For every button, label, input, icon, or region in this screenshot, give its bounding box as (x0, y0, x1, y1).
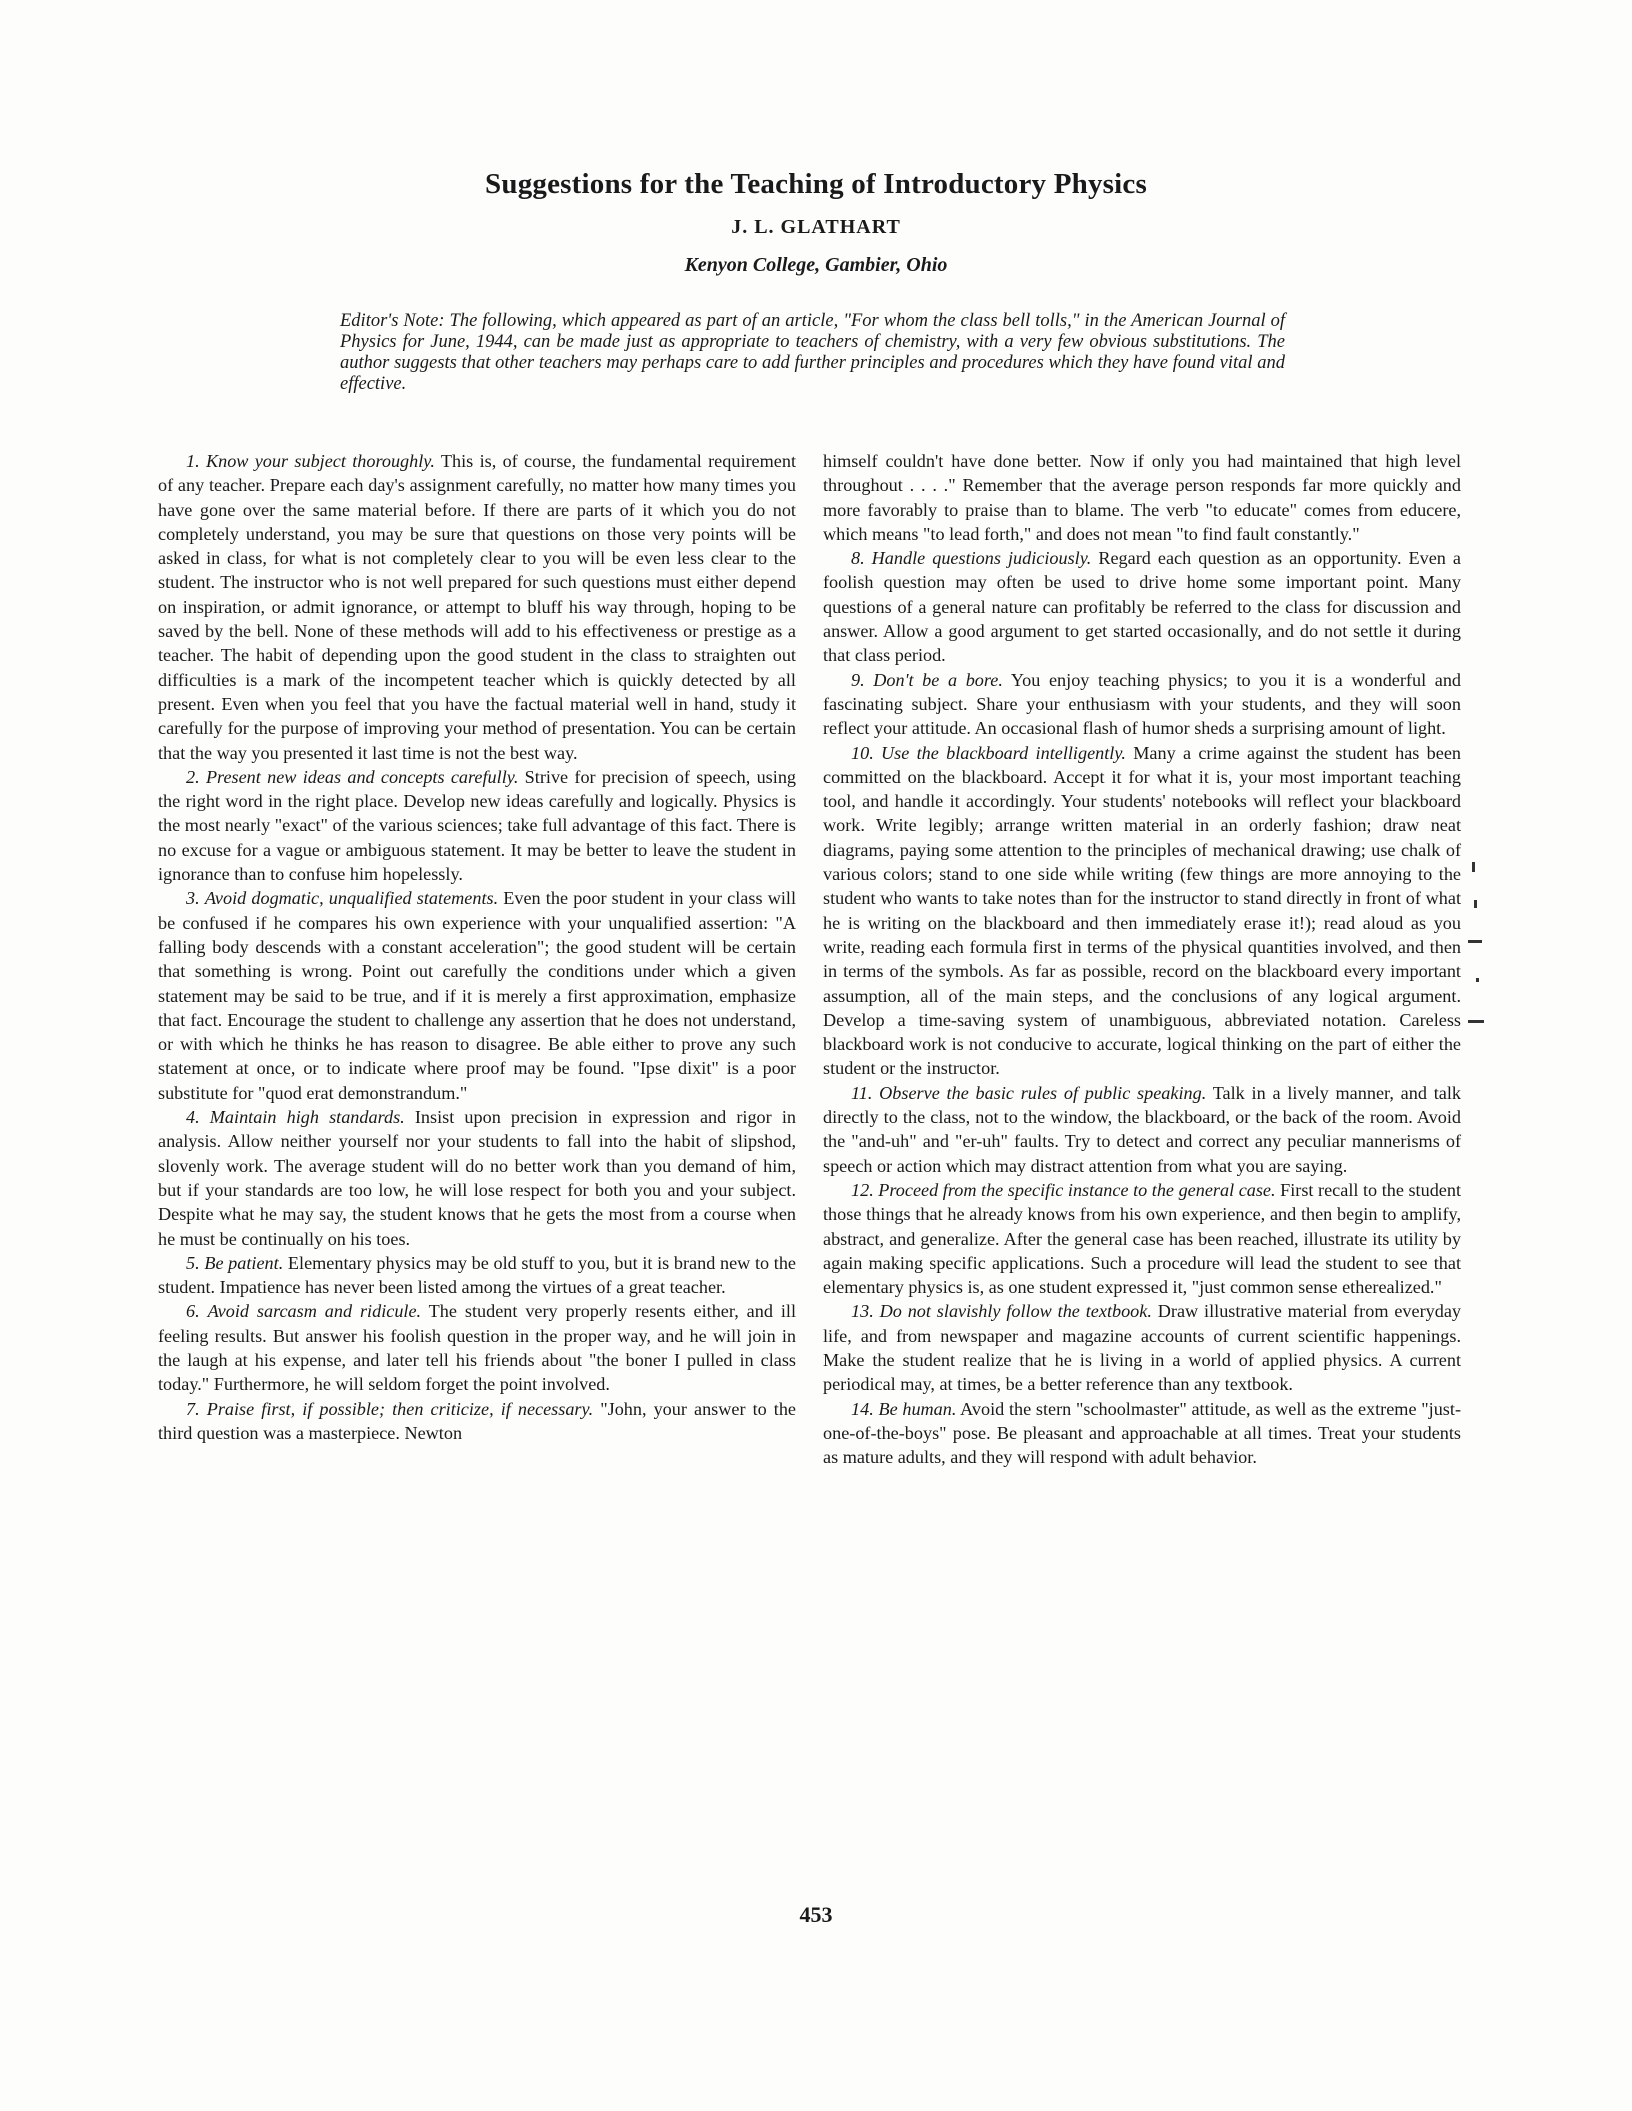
paragraph (158, 1105, 796, 1251)
author-affiliation: Kenyon College, Gambier, Ohio (684, 254, 948, 276)
item-heading: Be patient. (204, 1252, 284, 1273)
item-text: Avoid the stern "schoolmaster" attitude, as well as the extreme "just-one-of-the-boys" pose. Be pleasant and approachable at all times. Treat your students as mature adults, and they will respond with adult behavior. (823, 1398, 1461, 1468)
item-heading: Present new ideas and concepts carefully. (205, 766, 519, 787)
item-heading: Observe the basic rules of public speaking. (879, 1082, 1207, 1103)
paragraph (823, 741, 1461, 1081)
paragraph (158, 1299, 796, 1396)
item-number: 3. (186, 888, 200, 909)
item-text: Insist upon precision in expression and rigor in analysis. Allow neither yourself nor your students to fall into the habit of slipshod, slovenly work. The average student will do no better work than you demand of him, but if your standards are too low, he will lose respect for both you and your subject. Despite what he may say, the student knows that he gets the most from a course when he must be continually on his toes. (158, 1107, 796, 1249)
paragraph (823, 1299, 1461, 1396)
paragraph (823, 1081, 1461, 1178)
item-number: 12. (851, 1179, 874, 1200)
item-heading: Proceed from the specific instance to the general case. (878, 1179, 1276, 1200)
paragraph (823, 449, 1461, 546)
item-heading: Do not slavishly follow the textbook. (879, 1301, 1152, 1322)
item-number: 6. (186, 1301, 200, 1322)
item-number: 8. (851, 548, 865, 569)
paragraph (823, 546, 1461, 667)
item-number: 11. (851, 1082, 873, 1103)
item-number: 13. (851, 1301, 874, 1322)
item-text: Elementary physics may be old stuff to you, but it is brand new to the student. Impatience has never been listed among the virtues of a great teacher. (158, 1252, 797, 1298)
item-number: 9. (851, 669, 865, 690)
paragraph (823, 1178, 1461, 1299)
item-number: 4. (186, 1107, 200, 1128)
item-number: 5. (186, 1252, 200, 1273)
paragraph (158, 765, 796, 886)
item-text: Many a crime against the student has been committed on the blackboard. Accept it for what it is, your most important teaching tool, and handle it accordingly. Your students' notebooks will reflect your blackboard work. Write legibly; arrange written material in an orderly fashion; draw neat diagrams, paying some attention to the principles of mechanical drawing; use chalk of various colors; stand to one side while writing (few things are more annoying to the student who wants to take notes than for the instructor to stand directly in front of what he is writing on the blackboard and then immediately erase it!); read aloud as you write, reading each formula first in terms of the physical quantities involved, and then in terms of the symbols. As far as possible, record on the blackboard every important assumption, all of the main steps, and the conclusions of any logical argument. Develop a time-saving system of unambiguous, abbreviated notation. Careless blackboard work is not conducive to accurate, logical thinking on the part of either the student or the instructor. (823, 742, 1461, 1079)
item-number: 10. (851, 742, 874, 763)
item-text: Strive for precision of speech, using the right word in the right place. Develop new ideas carefully and logically. Physics is the most nearly "exact" of the various sciences; take full advantage of this fact. There is no excuse for a vague or ambiguous statement. It may be better to leave the student in ignorance than to confuse him hopelessly. (158, 766, 797, 885)
item-heading: Maintain high standards. (209, 1107, 405, 1128)
left-column (158, 449, 796, 1445)
item-text: "John, your answer to the third question was a masterpiece. Newton (158, 1398, 797, 1443)
item-heading: Use the blackboard intelligently. (881, 742, 1126, 763)
item-number: 7. (186, 1398, 200, 1419)
paragraph (158, 886, 796, 1105)
item-heading: Avoid dogmatic, unqualified statements. (204, 888, 499, 909)
item-heading: Praise first, if possible; then criticize, if necessary. (206, 1398, 594, 1419)
item-text: This is, of course, the fundamental requirement of any teacher. Prepare each day's assignment carefully, no matter how many times you have gone over the same material before. If there are parts of it which you do not completely understand, you may be sure that questions on those very points will be asked in class, for what is not completely clear to you will be even less clear to the student. The instructor who is not well prepared for such questions must either depend on inspiration, or admit ignorance, or attempt to bluff his way through, hoping to be saved by the bell. None of these methods will add to his effectiveness or prestige as a teacher. The habit of depending upon the good student in the class to straighten out difficulties is a mark of the incompetent teacher which is quickly detected by all present. Even when you feel that you have the factual material well in hand, study it carefully for the purpose of improving your method of presentation. You can be certain that the way you presented it last time is not the best way. (158, 451, 796, 763)
article-author: J. L. GLATHART (731, 216, 901, 238)
page-number: 453 (799, 1902, 833, 1927)
paragraph (158, 1251, 796, 1300)
item-heading: Know your subject thoroughly. (205, 451, 435, 471)
editors-note: Editor's Note: The following, which appeared as part of an article, "For whom the class bell tolls," in the American Journal of Physics for June, 1944, can be made just as appropriate to teachers of chemistry, with a very few obvious substitutions. The author suggests that other teachers may perhaps care to add further principles and procedures which they have found vital and effective. (340, 311, 1285, 394)
item-text: Regard each question as an opportunity. Even a foolish question may often be used to drive home some important point. Many questions of a general nature can profitably be referred to the class for discussion and answer. Allow a good argument to get started occasionally, and do not settle it during that class period. (823, 548, 1461, 666)
item-text: First recall to the student those things that he already knows from his own experience, and then begin to amplify, abstract, and generalize. After the general case has been reached, illustrate its utility by again making specific applications. Such a procedure will lead the student to see that elementary physics is, as one student expressed it, "just common sense etherealized." (823, 1179, 1462, 1298)
item-text: Even the poor student in your class will be confused if he compares his own experience with your unqualified assertion: "A falling body descends with a constant acceleration"; the good student will be certain that something is wrong. Point out carefully the conditions under which a given statement may be said to be true, and if it is merely a first approximation, emphasize that fact. Encourage the student to challenge any assertion that he does not understand, or with which he thinks he has reason to disagree. Be able either to prove any such statement at once, or to indicate where proof may be found. "Ipse dixit" is a poor substitute for "quod erat demonstrandum." (158, 888, 796, 1103)
right-column (823, 449, 1461, 1469)
item-text: The student very properly resents either, and ill feeling results. But answer his foolish question in the proper way, and he will join in the laugh at his expense, and later tell his friends about "the boner I pulled in class today." Furthermore, he will seldom forget the point involved. (158, 1301, 796, 1395)
item-heading: Handle questions judiciously. (871, 548, 1092, 569)
paragraph (823, 1397, 1461, 1470)
item-number: 1. (186, 451, 200, 471)
item-number: 2. (186, 766, 200, 787)
margin-marks (1468, 862, 1488, 1122)
item-text: You enjoy teaching physics; to you it is a wonderful and fascinating subject. Share your enthusiasm with your students, and they will soon reflect your attitude. An occasional flash of humor sheds a surprising amount of light. (823, 669, 1462, 739)
item-text: Talk in a lively manner, and talk directly to the class, not to the window, the blackboard, or the back of the room. Avoid the "and-uh" and "er-uh" faults. Try to detect and correct any peculiar mannerisms of speech or action which may distract attention from what you are saying. (823, 1082, 1461, 1176)
item-heading: Be human. (878, 1398, 957, 1419)
article-title: Suggestions for the Teaching of Introductory Physics (485, 168, 1147, 200)
item-text: himself couldn't have done better. Now if only you had maintained that high level throughout . . . ." Remember that the average person responds far more quickly and more favorably to praise than to blame. The verb "to educate" comes from educere, which means "to lead forth," and does not mean "to find fault constantly." (823, 451, 1461, 544)
item-text: Draw illustrative material from everyday life, and from newspaper and magazine accounts of current scientific happenings. Make the student realize that he is living in a world of applied physics. A current periodical may, at times, be a better reference than any textbook. (823, 1301, 1461, 1395)
paragraph (823, 668, 1461, 741)
item-number: 14. (851, 1398, 874, 1419)
paragraph (158, 1397, 796, 1446)
item-heading: Avoid sarcasm and ridicule. (207, 1301, 422, 1322)
item-heading: Don't be a bore. (873, 669, 1003, 690)
paragraph (158, 449, 796, 765)
